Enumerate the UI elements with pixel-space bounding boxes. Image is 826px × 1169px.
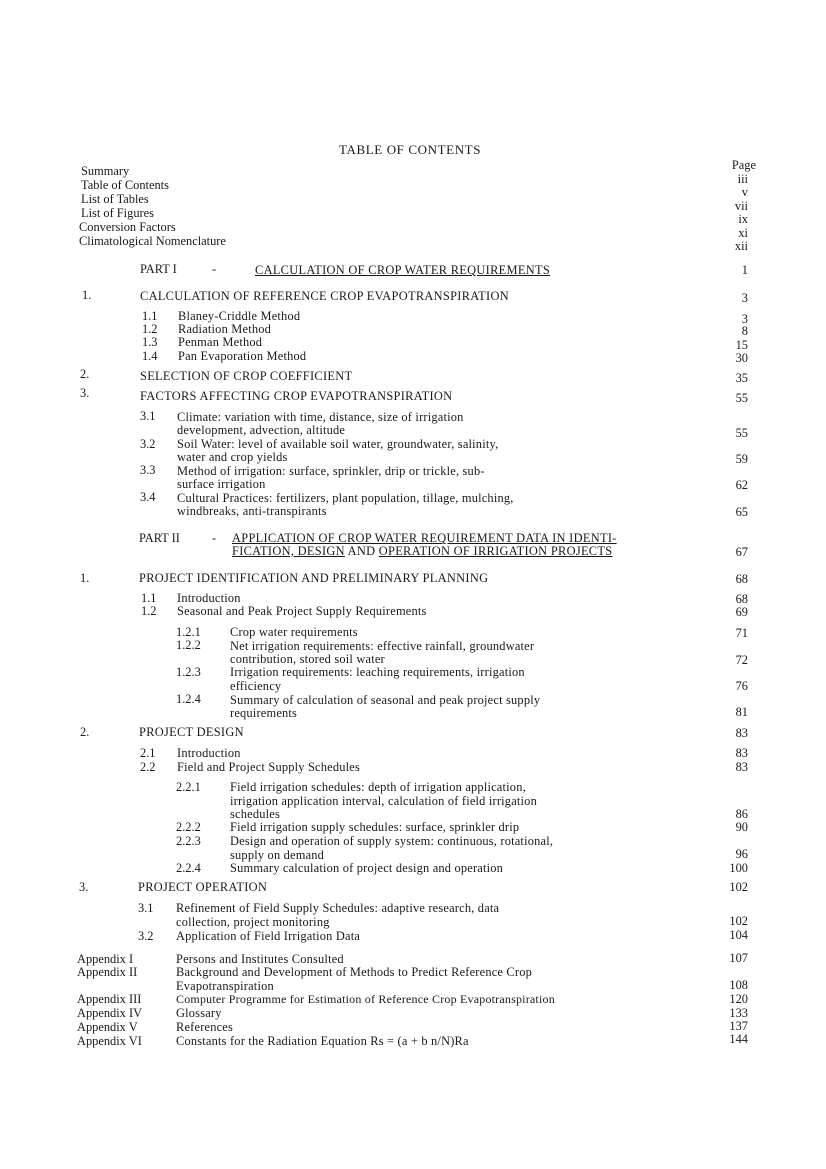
appendix-label: Appendix I <box>77 952 134 966</box>
toc-entry-page: vii <box>734 199 748 213</box>
subsection-number: 3.2 <box>138 929 154 943</box>
section-title[interactable]: FACTORS AFFECTING CROP EVAPOTRANSPIRATION <box>140 389 453 403</box>
toc-entry-page: 3 <box>741 312 748 326</box>
toc-entry-page: 72 <box>735 653 748 667</box>
subsection-title[interactable]: Cultural Practices: fertilizers, plant population, tillage, mulching, <box>177 491 514 505</box>
section-title[interactable]: CALCULATION OF REFERENCE CROP EVAPOTRANSPIRATION <box>140 289 509 303</box>
section-number: 2. <box>80 367 90 381</box>
subsubsection-title-cont[interactable]: irrigation application interval, calculation of field irrigation <box>230 794 537 808</box>
toc-entry-page: 35 <box>735 371 748 385</box>
subsubsection-title-cont[interactable]: requirements <box>230 706 298 720</box>
toc-entry-label[interactable]: Conversion Factors <box>79 220 176 234</box>
subsection-number: 3.1 <box>140 409 156 423</box>
toc-entry-label[interactable]: List of Tables <box>81 192 149 206</box>
section-title[interactable]: PROJECT DESIGN <box>139 725 244 739</box>
toc-entry-page: 55 <box>735 391 748 405</box>
part-title[interactable]: APPLICATION OF CROP WATER REQUIREMENT DATA IN IDENTI- <box>232 531 617 545</box>
toc-entry-page: 107 <box>729 951 748 965</box>
subsection-title[interactable]: Blaney-Criddle Method <box>178 309 301 323</box>
section-title[interactable]: PROJECT IDENTIFICATION AND PRELIMINARY PLANNING <box>139 571 489 585</box>
subsection-title-cont[interactable]: windbreaks, anti-transpirants <box>177 504 327 518</box>
toc-entry-page: 83 <box>735 726 748 740</box>
subsection-title[interactable]: Soil Water: level of available soil water, groundwater, salinity, <box>177 437 499 451</box>
toc-entry-page: ix <box>738 212 748 226</box>
part-label: PART I <box>140 262 177 276</box>
subsubsection-title[interactable]: Irrigation requirements: leaching requirements, irrigation <box>230 665 525 679</box>
subsection-number: 3.2 <box>140 437 156 451</box>
toc-entry-label[interactable]: Table of Contents <box>81 178 169 192</box>
subsubsection-title-cont[interactable]: efficiency <box>230 679 282 693</box>
subsubsection-title-cont[interactable]: contribution, stored soil water <box>230 652 385 666</box>
subsection-number: 1.2 <box>141 604 157 618</box>
subsection-title[interactable]: Refinement of Field Supply Schedules: adaptive research, data <box>176 901 500 915</box>
subsection-number: 2.2 <box>140 760 156 774</box>
toc-entry-page: 133 <box>729 1006 748 1020</box>
subsubsection-title[interactable]: Design and operation of supply system: continuous, rotational, <box>230 834 554 848</box>
subsection-number: 1.1 <box>141 591 157 605</box>
section-title[interactable]: PROJECT OPERATION <box>138 880 268 894</box>
toc-entry-page: 90 <box>735 820 748 834</box>
subsubsection-number: 2.2.2 <box>176 820 201 834</box>
page-column-header: Page <box>731 158 756 172</box>
part-dash: - <box>212 531 217 545</box>
page-title: TABLE OF CONTENTS <box>339 142 482 157</box>
appendix-title[interactable]: Persons and Institutes Consulted <box>176 952 344 966</box>
part-title-cont[interactable] <box>232 545 612 557</box>
subsubsection-title[interactable]: Field irrigation supply schedules: surface, sprinkler drip <box>230 820 520 834</box>
subsection-number: 3.1 <box>138 901 154 915</box>
toc-entry-page: 83 <box>735 746 748 760</box>
appendix-label: Appendix V <box>77 1020 138 1034</box>
part-title-fragment: OPERATION OF IRRIGATION PROJECTS <box>378 544 613 558</box>
toc-entry-label[interactable]: Summary <box>81 164 130 178</box>
toc-entry-page: 96 <box>735 847 748 861</box>
toc-entry-page: v <box>741 185 748 199</box>
appendix-label: Appendix VI <box>77 1034 142 1048</box>
subsection-title-cont[interactable]: water and crop yields <box>177 450 288 464</box>
toc-entry-page: 15 <box>735 338 748 352</box>
subsection-number: 1.3 <box>142 335 158 349</box>
toc-entry-page: 67 <box>735 545 748 559</box>
section-number: 3. <box>79 880 89 894</box>
section-number: 2. <box>80 725 90 739</box>
appendix-label: Appendix IV <box>77 1006 143 1020</box>
toc-entry-page: 102 <box>729 914 748 928</box>
subsubsection-title[interactable]: Field irrigation schedules: depth of irrigation application, <box>230 780 526 794</box>
toc-entry-label[interactable]: List of Figures <box>81 206 154 220</box>
appendix-title[interactable]: Glossary <box>176 1006 222 1020</box>
appendix-title[interactable]: Constants for the Radiation Equation Rs = (a + b n/N)Ra <box>176 1034 469 1048</box>
subsection-number: 1.4 <box>142 349 158 363</box>
subsubsection-number: 2.2.4 <box>176 861 201 875</box>
subsection-title[interactable]: Climate: variation with time, distance, size of irrigation <box>177 410 464 424</box>
toc-entry-label[interactable]: Climatological Nomenclature <box>79 234 226 248</box>
subsection-title[interactable]: Pan Evaporation Method <box>178 349 307 363</box>
subsection-title[interactable]: Penman Method <box>178 335 263 349</box>
subsubsection-number: 1.2.1 <box>176 625 201 639</box>
subsection-number: 3.4 <box>140 490 156 504</box>
part-title[interactable]: CALCULATION OF CROP WATER REQUIREMENTS <box>255 263 551 277</box>
part-title-fragment: FICATION, DESIGN <box>232 544 345 558</box>
subsection-title[interactable]: Application of Field Irrigation Data <box>176 929 361 943</box>
appendix-title-cont[interactable]: Evapotranspiration <box>176 979 274 993</box>
toc-entry-page: iii <box>737 172 748 186</box>
subsubsection-title[interactable]: Summary calculation of project design and operation <box>230 861 504 875</box>
toc-entry-page: 69 <box>735 605 748 619</box>
subsubsection-number: 1.2.3 <box>176 665 201 679</box>
toc-entry-page: 81 <box>735 705 748 719</box>
subsection-title[interactable]: Field and Project Supply Schedules <box>177 760 361 774</box>
toc-entry-page: 68 <box>735 592 748 606</box>
subsection-title[interactable]: Method of irrigation: surface, sprinkler, drip or trickle, sub- <box>177 464 485 478</box>
subsection-title-cont[interactable]: surface irrigation <box>177 477 266 491</box>
toc-entry-page: 55 <box>735 426 748 440</box>
toc-entry-page: 83 <box>735 760 748 774</box>
appendix-title[interactable]: References <box>176 1020 234 1034</box>
toc-entry-page: 120 <box>729 992 748 1006</box>
toc-entry-page: 137 <box>729 1019 748 1033</box>
toc-entry-page: 100 <box>729 861 748 875</box>
subsubsection-title-cont[interactable]: supply on demand <box>230 848 325 862</box>
part-title-fragment: AND <box>347 544 376 558</box>
toc-entry-page: 86 <box>735 807 748 821</box>
subsubsection-number: 2.2.3 <box>176 834 201 848</box>
section-number: 3. <box>80 386 90 400</box>
subsubsection-number: 2.2.1 <box>176 780 201 794</box>
part-label: PART II <box>139 531 180 545</box>
appendix-title[interactable]: Background and Development of Methods to Predict Reference Crop <box>176 965 532 979</box>
toc-entry-page: 62 <box>735 478 748 492</box>
appendix-label: Appendix III <box>77 992 142 1006</box>
subsection-title[interactable]: Introduction <box>177 746 241 760</box>
subsubsection-title[interactable]: Net irrigation requirements: effective rainfall, groundwater <box>230 639 535 653</box>
section-number: 1. <box>80 571 90 585</box>
toc-entry-page: 1 <box>741 263 748 277</box>
part-dash: - <box>212 262 217 276</box>
subsubsection-number: 1.2.2 <box>176 638 201 652</box>
subsection-title-cont[interactable]: development, advection, altitude <box>177 423 346 437</box>
toc-entry-page: 30 <box>735 351 748 365</box>
toc-entry-page: 108 <box>729 978 748 992</box>
toc-entry-page: 144 <box>729 1032 748 1046</box>
toc-entry-page: 3 <box>741 291 748 305</box>
toc-entry-page: 8 <box>741 324 748 338</box>
toc-entry-page: 65 <box>735 505 748 519</box>
toc-entry-page: xi <box>738 226 748 240</box>
subsection-title-cont[interactable]: collection, project monitoring <box>176 915 330 929</box>
toc-entry-page: 71 <box>735 626 748 640</box>
toc-entry-page: 104 <box>729 928 748 942</box>
toc-entry-page: 102 <box>729 880 748 894</box>
toc-entry-page: 68 <box>735 572 748 586</box>
subsection-number: 1.1 <box>142 309 158 323</box>
toc-entry-page: xii <box>734 239 748 253</box>
subsection-number: 3.3 <box>140 463 156 477</box>
appendix-title[interactable]: Computer Programme for Estimation of Reference Crop Evapotranspiration <box>176 992 555 1006</box>
subsubsection-title-cont[interactable]: schedules <box>230 807 280 821</box>
subsection-title[interactable]: Introduction <box>177 591 241 605</box>
appendix-label: Appendix II <box>77 965 138 979</box>
toc-entry-page: 59 <box>735 452 748 466</box>
subsubsection-title[interactable]: Summary of calculation of seasonal and peak project supply <box>230 693 541 707</box>
subsection-title[interactable]: Radiation Method <box>178 322 272 336</box>
toc-entry-page: 76 <box>735 679 748 693</box>
subsubsection-number: 1.2.4 <box>176 692 201 706</box>
section-title[interactable]: SELECTION OF CROP COEFFICIENT <box>140 369 353 383</box>
section-number: 1. <box>82 288 92 302</box>
subsection-number: 1.2 <box>142 322 158 336</box>
subsection-number: 2.1 <box>140 746 156 760</box>
subsubsection-title[interactable]: Crop water requirements <box>230 625 358 639</box>
subsection-title[interactable]: Seasonal and Peak Project Supply Requirements <box>177 604 427 618</box>
